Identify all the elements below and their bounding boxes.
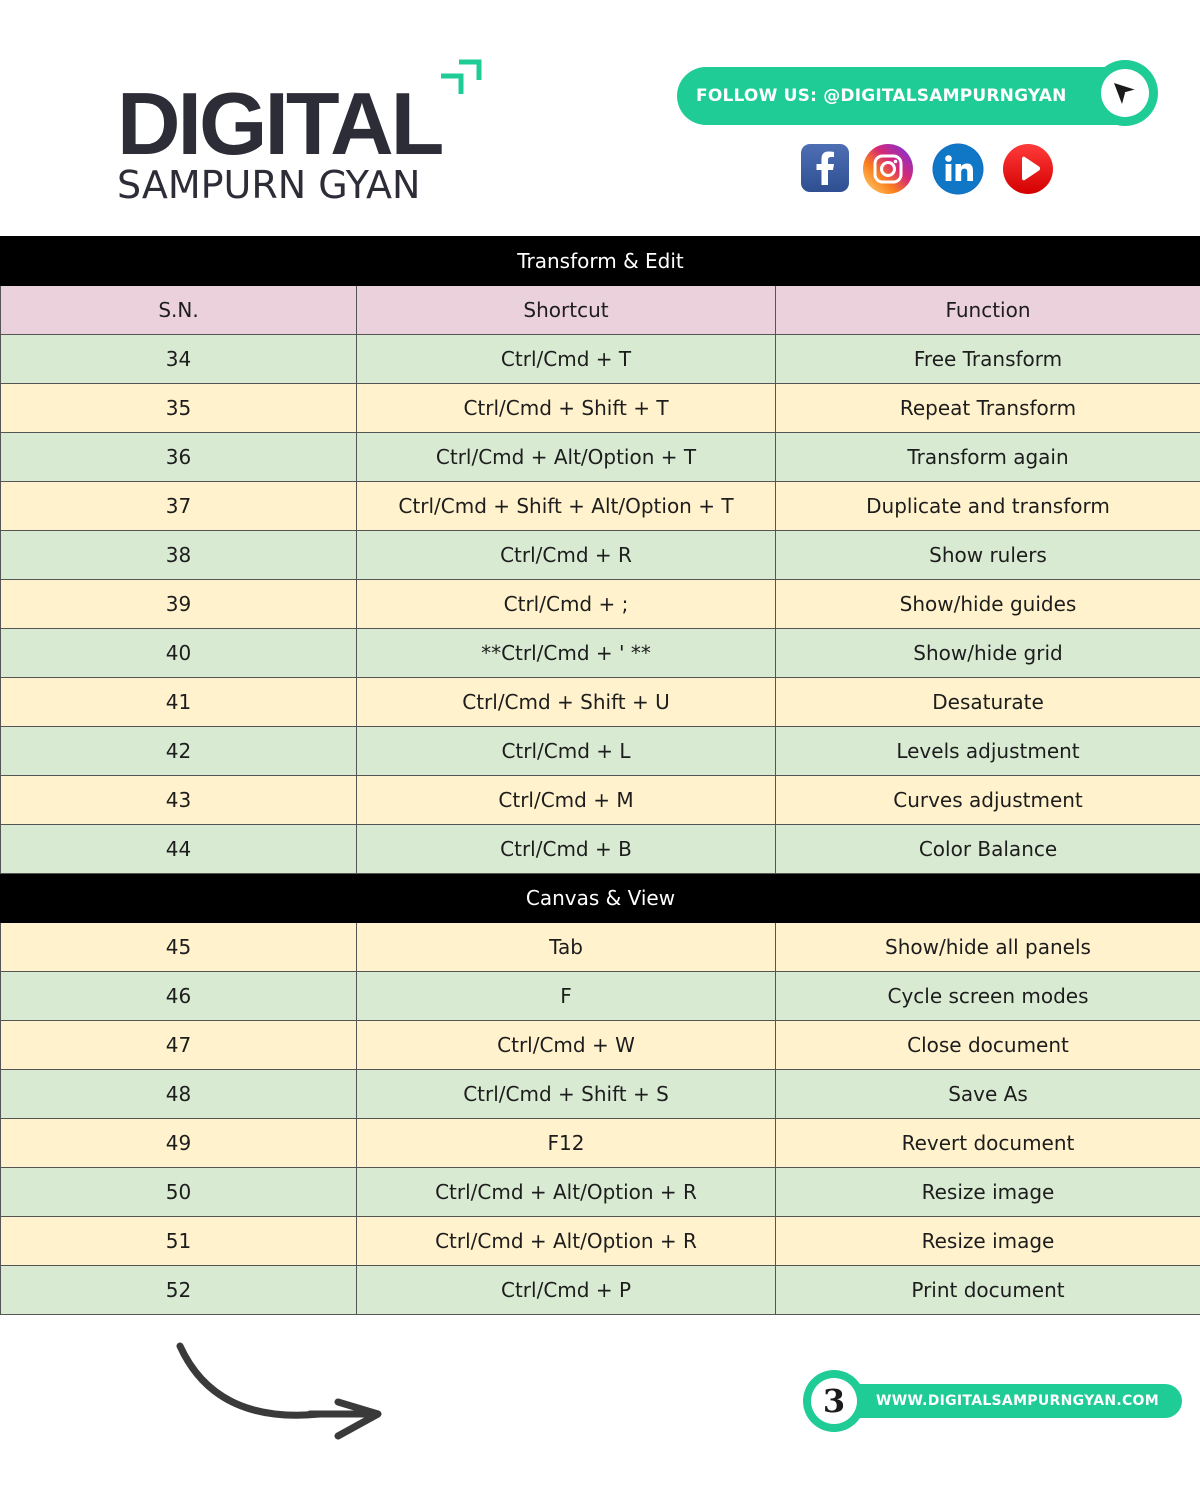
page-number-badge (803, 1370, 865, 1432)
function-cell: Color Balance (776, 825, 1200, 874)
shortcut-cell: Ctrl/Cmd + ; (357, 580, 776, 629)
function-cell: Free Transform (776, 335, 1200, 384)
brand-logo (117, 58, 497, 218)
youtube-link[interactable] (1002, 143, 1054, 195)
table-row (1, 482, 1200, 531)
shortcut-cell: Ctrl/Cmd + R (357, 531, 776, 580)
function-cell: Curves adjustment (776, 776, 1200, 825)
function-cell: Resize image (776, 1168, 1200, 1217)
sn-cell: 47 (1, 1021, 357, 1070)
section-title: Canvas & View (1, 874, 1200, 923)
sn-cell: 34 (1, 335, 357, 384)
table-row (1, 972, 1200, 1021)
function-cell: Resize image (776, 1217, 1200, 1266)
section-row (1, 874, 1200, 923)
shortcut-cell: Ctrl/Cmd + Shift + T (357, 384, 776, 433)
website-url: WWW.DIGITALSAMPURNGYAN.COM (876, 1393, 1159, 1409)
shortcut-cell: F (357, 972, 776, 1021)
table-row (1, 1119, 1200, 1168)
shortcut-cell: Ctrl/Cmd + W (357, 1021, 776, 1070)
curved-arrow-icon (170, 1340, 390, 1450)
shortcut-cell: Ctrl/Cmd + B (357, 825, 776, 874)
shortcut-cell: Ctrl/Cmd + T (357, 335, 776, 384)
shortcut-cell: Ctrl/Cmd + Shift + S (357, 1070, 776, 1119)
header-row (1, 286, 1200, 335)
sn-cell: 40 (1, 629, 357, 678)
table-row (1, 776, 1200, 825)
sn-cell: 42 (1, 727, 357, 776)
sn-cell: 48 (1, 1070, 357, 1119)
shortcut-cell: **Ctrl/Cmd + ' ** (357, 629, 776, 678)
shortcut-cell: Ctrl/Cmd + Alt/Option + T (357, 433, 776, 482)
sn-cell: 38 (1, 531, 357, 580)
sn-cell: 35 (1, 384, 357, 433)
function-cell: Levels adjustment (776, 727, 1200, 776)
function-cell: Show/hide all panels (776, 923, 1200, 972)
brand-tagline: SAMPURN GYAN (117, 163, 421, 207)
sn-cell: 49 (1, 1119, 357, 1168)
table-row (1, 678, 1200, 727)
sn-cell: 37 (1, 482, 357, 531)
shortcut-cell: Ctrl/Cmd + Shift + U (357, 678, 776, 727)
table-row (1, 1021, 1200, 1070)
function-cell: Show rulers (776, 531, 1200, 580)
function-cell: Transform again (776, 433, 1200, 482)
shortcuts-table (0, 236, 1200, 1315)
shortcut-cell: F12 (357, 1119, 776, 1168)
function-cell: Show/hide guides (776, 580, 1200, 629)
table-row (1, 1217, 1200, 1266)
column-header-sn: S.N. (1, 286, 357, 335)
table-row (1, 825, 1200, 874)
sn-cell: 45 (1, 923, 357, 972)
youtube-icon (1002, 143, 1054, 195)
shortcut-cell: Ctrl/Cmd + Alt/Option + R (357, 1217, 776, 1266)
website-link[interactable] (830, 1384, 1182, 1418)
shortcut-cell: Ctrl/Cmd + Alt/Option + R (357, 1168, 776, 1217)
sn-cell: 41 (1, 678, 357, 727)
function-cell: Repeat Transform (776, 384, 1200, 433)
function-cell: Duplicate and transform (776, 482, 1200, 531)
shortcut-cell: Tab (357, 923, 776, 972)
sn-cell: 50 (1, 1168, 357, 1217)
function-cell: Save As (776, 1070, 1200, 1119)
function-cell: Close document (776, 1021, 1200, 1070)
sn-cell: 44 (1, 825, 357, 874)
sn-cell: 43 (1, 776, 357, 825)
sn-cell: 52 (1, 1266, 357, 1315)
instagram-link[interactable] (862, 143, 914, 195)
table-row (1, 923, 1200, 972)
shortcut-cell: Ctrl/Cmd + Shift + Alt/Option + T (357, 482, 776, 531)
section-row (1, 237, 1200, 286)
shortcut-cell: Ctrl/Cmd + M (357, 776, 776, 825)
table-row (1, 531, 1200, 580)
table-row (1, 727, 1200, 776)
table-row (1, 1266, 1200, 1315)
sn-cell: 39 (1, 580, 357, 629)
shortcut-cell: Ctrl/Cmd + L (357, 727, 776, 776)
table-row (1, 433, 1200, 482)
sn-cell: 36 (1, 433, 357, 482)
linkedin-icon (932, 143, 984, 195)
follow-us-label: FOLLOW US: @DIGITALSAMPURNGYAN (696, 86, 1067, 106)
linkedin-link[interactable] (932, 143, 984, 195)
follow-us-banner[interactable] (677, 67, 1147, 125)
table-row (1, 629, 1200, 678)
page-number: 3 (811, 1378, 857, 1424)
function-cell: Print document (776, 1266, 1200, 1315)
sn-cell: 46 (1, 972, 357, 1021)
table-row (1, 580, 1200, 629)
facebook-link[interactable] (800, 143, 852, 195)
function-cell: Show/hide grid (776, 629, 1200, 678)
shortcut-cell: Ctrl/Cmd + P (357, 1266, 776, 1315)
function-cell: Cycle screen modes (776, 972, 1200, 1021)
function-cell: Revert document (776, 1119, 1200, 1168)
table-row (1, 384, 1200, 433)
function-cell: Desaturate (776, 678, 1200, 727)
table-row (1, 335, 1200, 384)
facebook-icon (800, 143, 850, 193)
section-title: Transform & Edit (1, 237, 1200, 286)
send-icon (1111, 79, 1139, 107)
table-row (1, 1168, 1200, 1217)
table-row (1, 1070, 1200, 1119)
column-header-shortcut: Shortcut (357, 286, 776, 335)
send-button[interactable] (1092, 60, 1158, 126)
sn-cell: 51 (1, 1217, 357, 1266)
instagram-icon (862, 143, 914, 195)
brand-name: DIGITAL (117, 74, 442, 173)
column-header-function: Function (776, 286, 1200, 335)
